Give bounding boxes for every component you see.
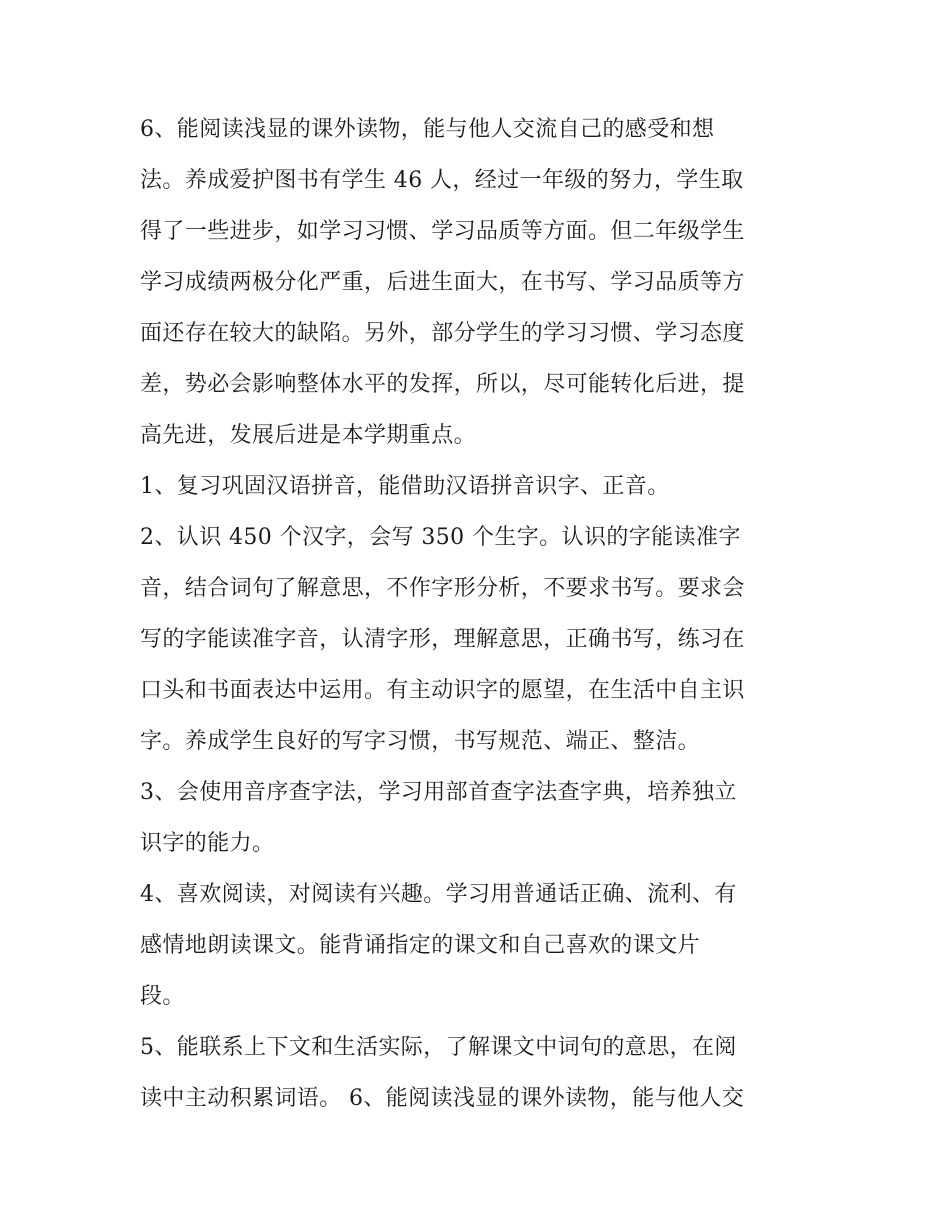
text-line: 4、喜欢阅读，对阅读有兴趣。学习用普通话正确、流利、有 bbox=[140, 882, 737, 907]
text-line: 感情地朗读课文。能背诵指定的课文和自己喜欢的课文片 bbox=[140, 933, 701, 958]
text-line: 2、认识 450 个汉字，会写 350 个生字。认识的字能读准字 bbox=[140, 525, 741, 550]
text-line: 字。养成学生良好的写字习惯，书写规范、端正、整洁。 bbox=[140, 729, 701, 754]
document-body bbox=[140, 108, 830, 1128]
text-line: 学习成绩两极分化严重，后进生面大，在书写、学习品质等方 bbox=[140, 270, 745, 295]
text-line: 差，势必会影响整体水平的发挥，所以，尽可能转化后进，提 bbox=[140, 372, 745, 397]
text-line: 3、会使用音序查字法，学习用部首查字法查字典，培养独立 bbox=[140, 780, 737, 805]
text-line: 面还存在较大的缺陷。另外，部分学生的学习习惯、学习态度 bbox=[140, 321, 745, 346]
text-line: 得了一些进步，如学习习惯、学习品质等方面。但二年级学生 bbox=[140, 219, 745, 244]
text-line: 6、能阅读浅显的课外读物，能与他人交流自己的感受和想 bbox=[140, 117, 715, 142]
text-line: 音，结合词句了解意思，不作字形分析，不要求书写。要求会 bbox=[140, 576, 745, 601]
text-line: 口头和书面表达中运用。有主动识字的愿望，在生活中自主识 bbox=[140, 678, 745, 703]
text-line: 1、复习巩固汉语拼音，能借助汉语拼音识字、正音。 bbox=[140, 474, 670, 499]
text-line: 识字的能力。 bbox=[140, 831, 275, 856]
text-line: 读中主动积累词语。 6、能阅读浅显的课外读物，能与他人交 bbox=[140, 1086, 745, 1111]
text-line: 段。 bbox=[140, 984, 185, 1009]
text-line: 写的字能读准字音，认清字形，理解意思，正确书写，练习在 bbox=[140, 627, 745, 652]
text-line: 法。养成爱护图书有学生 46 人，经过一年级的努力，学生取 bbox=[140, 168, 744, 193]
text-line: 5、能联系上下文和生活实际，了解课文中词句的意思，在阅 bbox=[140, 1035, 737, 1060]
text-line: 高先进，发展后进是本学期重点。 bbox=[140, 423, 477, 448]
